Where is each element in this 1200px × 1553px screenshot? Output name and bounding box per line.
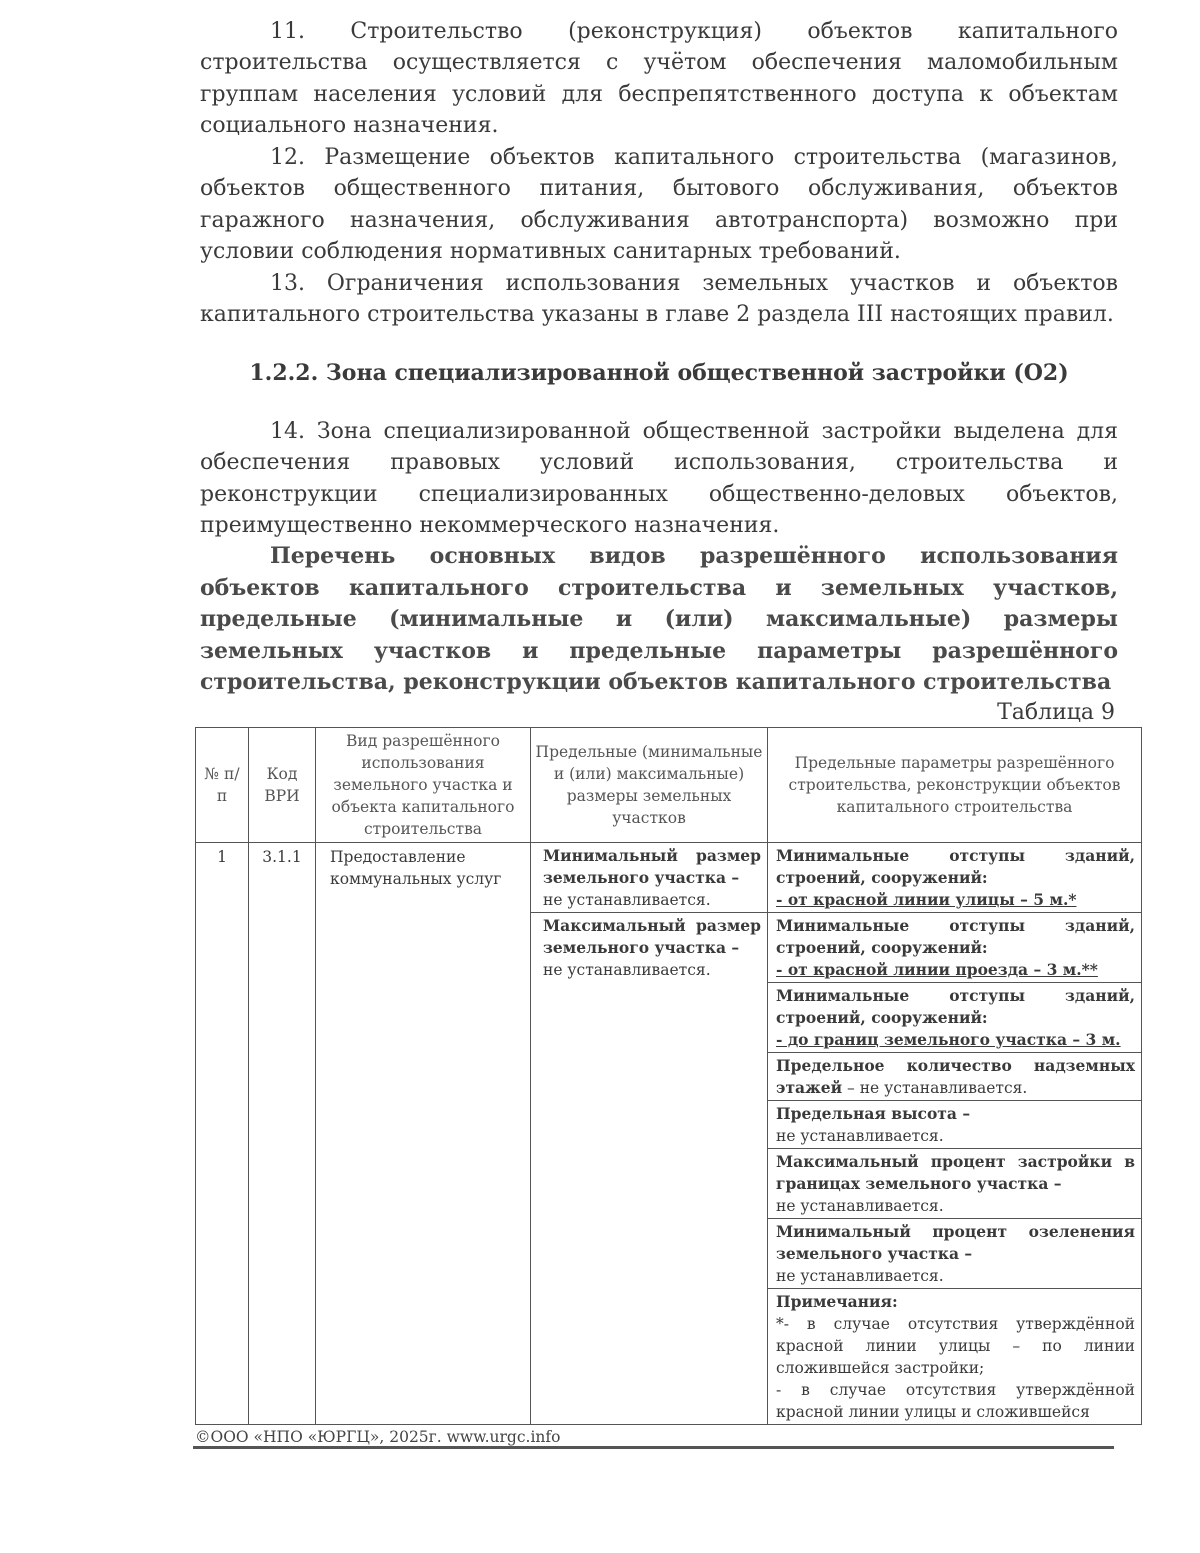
paragraph-11-text: 11. Строительство (реконструкция) объектов капитального строительства осуществляется с учётом обеспечения маломобильным группам населения условий для беспрепятственного доступа к объектам социального назначения.	[200, 19, 1118, 138]
cell-num: 1	[196, 843, 249, 1425]
paragraph-11	[200, 16, 1118, 141]
header-code: Код ВРИ	[249, 728, 316, 843]
param-max-coverage: Максимальный процент застройки в границах земельного участка – не устанавливается.	[768, 1149, 1141, 1219]
param-min-greenery: Минимальный процент озеленения земельного участка – не устанавливается.	[768, 1219, 1141, 1289]
table-header-row	[196, 728, 1142, 843]
header-kind: Вид разрешённого использования земельного участка и объекта капитального строительства	[316, 728, 531, 843]
cell-params	[768, 843, 1142, 1425]
paragraph-13-text: 13. Ограничения использования земельных участков и объектов капитального строительства указаны в главе 2 раздела III настоящих правил.	[200, 271, 1118, 328]
section-heading: 1.2.2. Зона специализированной общественной застройки (О2)	[249, 360, 1069, 386]
param-setback-street: Минимальные отступы зданий, строений, сооружений: - от красной линии улицы – 5 м.*	[768, 843, 1141, 913]
header-params: Предельные параметры разрешённого строительства, реконструкции объектов капитального строительства	[768, 728, 1142, 843]
max-size-block: Максимальный размер земельного участка – не устанавливается.	[543, 916, 761, 979]
paragraph-14	[200, 416, 1118, 541]
paragraph-14-text: 14. Зона специализированной общественной застройки выделена для обеспечения правовых условий использования, строительства и реконструкции специализированных общественно-деловых объектов, преимущественно некоммерческого назначения.	[200, 419, 1118, 538]
paragraph-12-text: 12. Размещение объектов капитального строительства (магазинов, объектов общественного питания, бытового обслуживания, объектов гаражного назначения, обслуживания автотранспорта) возможно при условии соблюдения нормативных санитарных требований.	[200, 145, 1118, 264]
param-setback-boundary: Минимальные отступы зданий, строений, сооружений: - до границ земельного участка – 3 м.	[768, 983, 1141, 1053]
table-row	[196, 843, 1142, 1425]
list-title	[200, 541, 1118, 699]
param-setback-driveway: Минимальные отступы зданий, строений, сооружений: - от красной линии проезда – 3 м.**	[768, 913, 1141, 983]
cell-code: 3.1.1	[249, 843, 316, 1425]
footer-divider	[193, 1446, 1114, 1449]
param-notes: Примечания: *- в случае отсутствия утверждённой красной линии улицы – по линии сложившейся застройки; - в случае отсутствия утверждённой красной линии улицы и сложившейся	[776, 1292, 1135, 1421]
cell-kind: Предоставление коммунальных услуг	[316, 843, 531, 1425]
header-sizes: Предельные (минимальные и (или) максимальные) размеры земельных участков	[531, 728, 768, 843]
list-title-text: Перечень основных видов разрешённого использования объектов капитального строительства и земельных участков, предельные (минимальные и (или) максимальные) размеры земельных участков и предельные параметры разрешённого строительства, реконструкции объектов капитального строительства	[200, 543, 1118, 695]
paragraph-12	[200, 142, 1118, 267]
permitted-use-table	[195, 727, 1142, 1425]
param-floors: Предельное количество надземных этажей – не устанавливается.	[768, 1053, 1141, 1101]
cell-sizes	[531, 843, 768, 1425]
header-num: № п/п	[196, 728, 249, 843]
min-size-block: Минимальный размер земельного участка – не устанавливается.	[531, 843, 767, 913]
table-caption: Таблица 9	[997, 700, 1115, 725]
paragraph-13	[200, 268, 1118, 331]
param-height: Предельная высота – не устанавливается.	[768, 1101, 1141, 1149]
footer-copyright: ©ООО «НПО «ЮРГЦ», 2025г. www.urgc.info	[195, 1428, 561, 1446]
